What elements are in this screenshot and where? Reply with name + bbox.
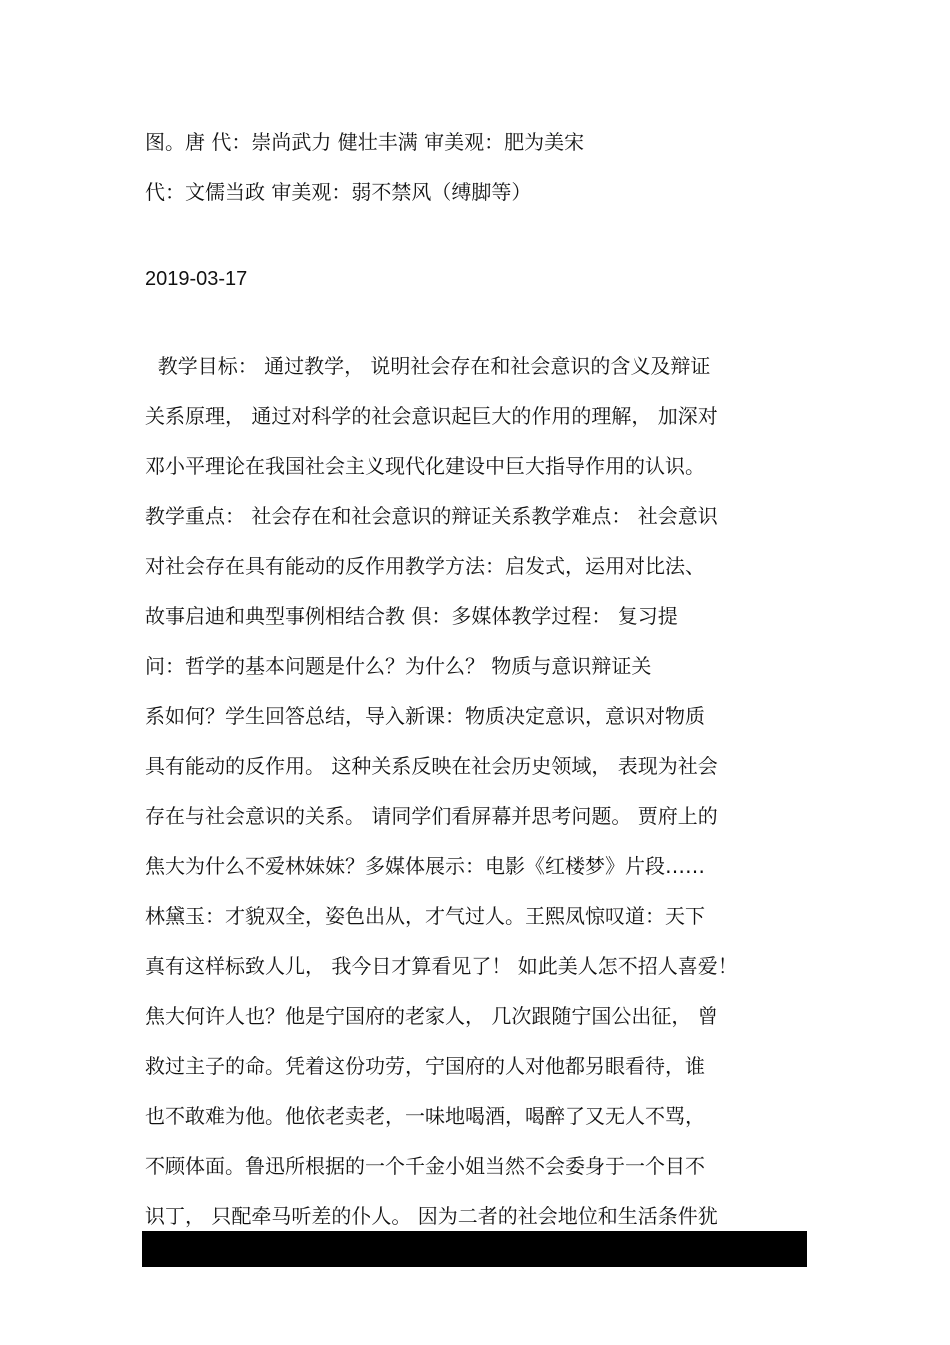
- body-line-18: 识丁， 只配牵马听差的仆人。 因为二者的社会地位和生活条件犹: [145, 1204, 718, 1228]
- body-line-6: 故事启迪和典型事例相结合教 倶：多媒体教学过程： 复习提: [145, 604, 678, 628]
- body-line-17: 不顾体面。鲁迅所根据的一个千金小姐当然不会委身于一个目不: [145, 1154, 705, 1178]
- date-text: 2019-03-17: [145, 268, 248, 290]
- body-line-5: 对社会存在具有能动的反作用教学方法：启发式，运用对比法、: [145, 554, 705, 578]
- body-line-1: 教学目标： 通过教学， 说明社会存在和社会意识的含义及辩证: [145, 354, 711, 378]
- body-line-14: 焦大何许人也？他是宁国府的老家人， 几次跟随宁国公出征， 曾: [145, 1004, 718, 1028]
- header-line-2: 代：文儒当政 审美观：弱不禁风（缚脚等）: [145, 180, 532, 204]
- body-line-13: 真有这样标致人儿， 我今日才算看见了！ 如此美人怎不招人喜爱！: [145, 954, 738, 978]
- redaction-bar: [142, 1231, 807, 1267]
- body-line-3: 邓小平理论在我国社会主义现代化建设中巨大指导作用的认识。: [145, 454, 705, 478]
- body-line-2: 关系原理， 通过对科学的社会意识起巨大的作用的理解， 加深对: [145, 404, 718, 428]
- body-line-11: 焦大为什么不爱林妹妹？多媒体展示：电影《红楼梦》片段……: [145, 854, 705, 878]
- body-line-8: 系如何？学生回答总结，导入新课：物质决定意识，意识对物质: [145, 704, 705, 728]
- header-line-1: 图。唐 代：崇尚武力 健壮丰满 审美观：肥为美宋: [145, 130, 585, 154]
- body-line-10: 存在与社会意识的关系。 请同学们看屏幕并思考问题。 贾府上的: [145, 804, 718, 828]
- body-line-12: 林黛玉：才貌双全，姿色出从，才气过人。王熙凤惊叹道：天下: [145, 904, 705, 928]
- body-line-7: 问：哲学的基本问题是什么？为什么？ 物质与意识辩证关: [145, 654, 652, 678]
- body-line-4: 教学重点： 社会存在和社会意识的辩证关系教学难点： 社会意识: [145, 504, 718, 528]
- body-line-16: 也不敢难为他。他依老卖老，一味地喝酒，喝醉了又无人不骂，: [145, 1104, 705, 1128]
- body-line-9: 具有能动的反作用。 这种关系反映在社会历史领域， 表现为社会: [145, 754, 718, 778]
- body-line-15: 救过主子的命。凭着这份功劳，宁国府的人对他都另眼看待，谁: [145, 1054, 705, 1078]
